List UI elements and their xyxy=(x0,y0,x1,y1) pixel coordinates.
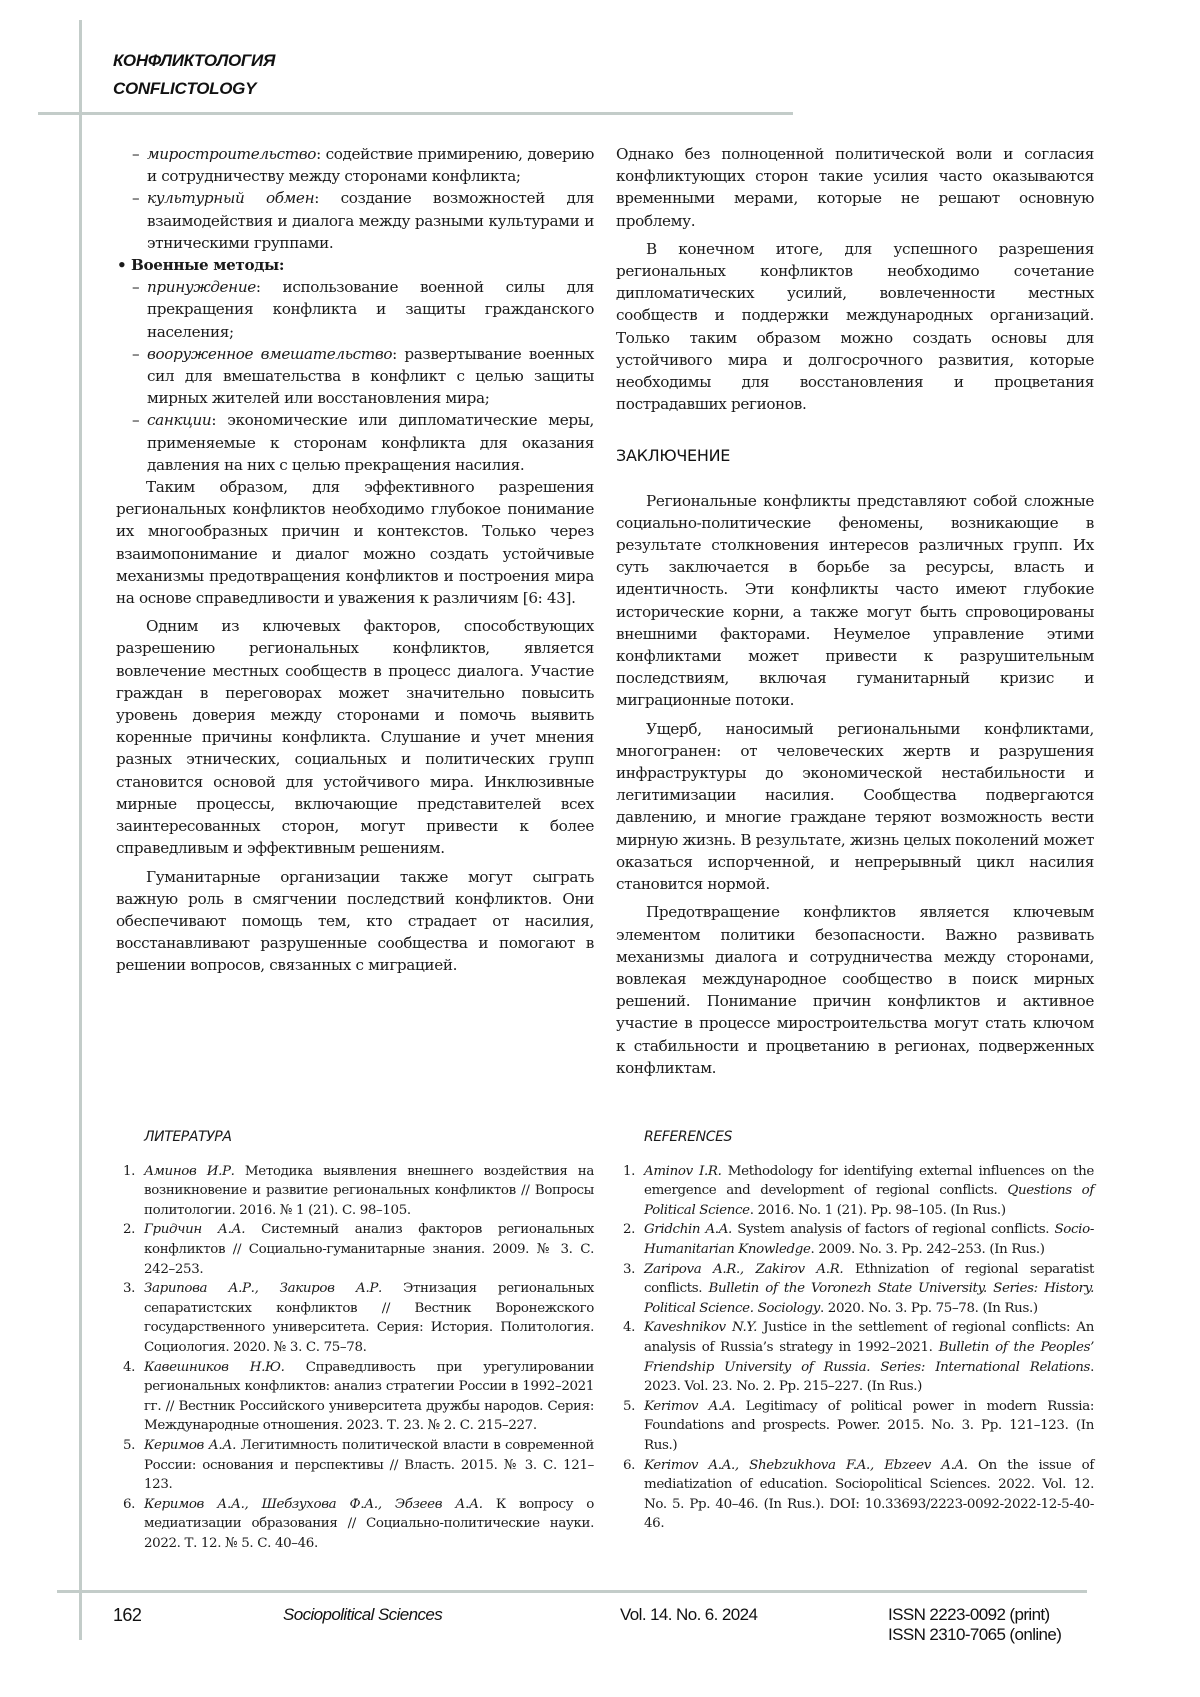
reference-item: 1. Аминов И.Р. Методика выявления внешнего воздействия на возникновение и развитие региональных конфликтов // Вопросы политологии. 2016. № 1 (21). С. 98–105. xyxy=(123,1163,595,1218)
bullet-icon: • xyxy=(117,256,127,275)
reference-authors: Zaripova A.R., Zakirov A.R. xyxy=(644,1261,844,1277)
bullet-heading: • Военные методы: xyxy=(116,254,594,276)
section-title-ru: КОНФЛИКТОЛОГИЯ xyxy=(113,51,276,70)
references-en-title: REFERENCES xyxy=(644,1129,733,1145)
list-term: санкции xyxy=(147,411,212,430)
list-term: вооруженное вмешательство xyxy=(147,344,393,363)
reference-authors: Кавешников Н.Ю. xyxy=(144,1359,285,1375)
footer-rule xyxy=(57,1590,1087,1593)
reference-authors: Kerimov A.A. xyxy=(644,1398,736,1414)
references-ru-title: ЛИТЕРАТУРА xyxy=(144,1129,232,1145)
paragraph: Ущерб, наносимый региональными конфликтами, многогранен: от человеческих жертв и разрушения инфраструктуры до экономической нестабильности и легитимизации насилия. Сообщества подвергаются давлению, и многие граждане теряют возможность вести мирную жизнь. В результате, жизнь целых поколений может оказаться испорченной, и непрерывный цикл насилия становится нормой. xyxy=(616,719,1094,894)
vertical-rule xyxy=(79,20,82,1640)
references-en xyxy=(616,1128,1094,1534)
list-text: : развертывание военных сил для вмешательства в конфликт с целью защиты мирных жителей или восстановления мира; xyxy=(147,344,594,408)
reference-item: 3. Zaripova A.R., Zakirov A.R. Ethnization of regional separatist conflicts. Bulletin of the Voronezh State University. Series: History. Political Science. Sociology. 2020. No. 3. Pp. 75–78. (In Rus.) xyxy=(623,1261,1095,1316)
left-column xyxy=(116,143,594,977)
paragraph: Предотвращение конфликтов является ключевым элементом политики безопасности. Важно развивать механизмы диалога и сотрудничества между сторонами, вовлекая международное сообщество в поиск мирных решений. Понимание причин конфликтов и активное участие в процессе миростроительства могут стать ключом к стабильности и процветанию в регионах, подверженных конфликтам. xyxy=(616,903,1094,1077)
paragraph: Таким образом, для эффективного разрешения региональных конфликтов необходимо глубокое понимание их многообразных причин и контекстов. Только через взаимопонимание и диалог можно создать устойчивые механизмы предотвращения конфликтов и построения мира на основе справедливости и уважения к различиям [6: 43]. xyxy=(116,478,594,608)
right-column xyxy=(616,143,1094,1079)
list-item: – вооруженное вмешательство: развертывание военных сил для вмешательства в конфликт с целью защиты мирных жителей или восстановления мира; xyxy=(132,344,594,408)
page-number: 162 xyxy=(113,1605,142,1625)
running-head xyxy=(113,47,275,103)
references-ru xyxy=(116,1128,594,1553)
reference-item: 4. Kaveshnikov N.Y. Justice in the settlement of regional conflicts: An analysis of Russia’s strategy in 1992–2021. Bulletin of the Peoples’ Friendship University of Russia. Series: International Relations. 2023. Vol. 23. No. 2. Pp. 215–227. (In Rus.) xyxy=(623,1320,1094,1395)
paragraph: В конечном итоге, для успешного разрешения региональных конфликтов необходимо сочетание дипломатических усилий, вовлеченности местных сообществ и поддержки международных организаций. Только таким образом можно создать основы для устойчивого мира и долгосрочного развития, которые необходимы для восстановления и процветания пострадавших регионов. xyxy=(616,239,1094,414)
reference-source: Socio-Humanitarian Knowledge xyxy=(644,1222,1094,1257)
list-item: – принуждение: использование военной силы для прекращения конфликта и защиты гражданского населения; xyxy=(132,278,594,341)
issn-print: ISSN 2223-0092 (print) xyxy=(888,1605,1050,1624)
volume-info: Vol. 14. No. 6. 2024 xyxy=(620,1605,758,1624)
reference-authors: Аминов И.Р. xyxy=(144,1163,235,1179)
reference-authors: Керимов А.А., Шебзухова Ф.А., Эбзеев А.А. xyxy=(144,1496,483,1512)
list-item: – миростроительство: содействие примирению, доверию и сотрудничеству между сторонами конфликта; xyxy=(132,145,594,186)
reference-source: Bulletin of the Peoples’ Friendship University of Russia. Series: International Relations xyxy=(644,1339,1094,1375)
reference-authors: Керимов А.А. xyxy=(144,1437,237,1453)
reference-authors: Gridchin A.A. xyxy=(644,1222,732,1238)
issn-block xyxy=(888,1605,1061,1645)
list-term: культурный обмен xyxy=(147,189,315,208)
reference-source: Bulletin of the Voronezh State University. Series: History. Political Science. Sociology xyxy=(644,1281,1095,1316)
reference-item: 3. Зарипова А.Р., Закиров А.Р. Этнизация региональных сепаратистских конфликтов // Вестник Воронежского государственного университета. Серия: История. Политология. Социология. 2020. № 3. С. 75–78. xyxy=(123,1281,595,1355)
reference-item: 2. Gridchin A.A. System analysis of factors of regional conflicts. Socio-Humanitarian Knowledge. 2009. No. 3. Pp. 242–253. (In Rus.) xyxy=(623,1222,1094,1257)
reference-item: 4. Кавешников Н.Ю. Справедливость при урегулировании региональных конфликтов: анализ стратегии России в 1992–2021 гг. // Вестник Российского университета дружбы народов. Серия: Международные отношения. 2023. Т. 23. № 2. С. 215–227. xyxy=(123,1359,594,1434)
journal-title: Sociopolitical Sciences xyxy=(283,1605,443,1624)
reference-item: 5. Kerimov A.A. Legitimacy of political power in modern Russia: Foundations and prospects. Power. 2015. No. 3. Pp. 121–123. (In Rus.) xyxy=(623,1398,1094,1453)
paragraph: Гуманитарные организации также могут сыграть важную роль в смягчении последствий конфликтов. Они обеспечивают помощь тем, кто страдает от насилия, восстанавливают разрушенные сообщества и помогают в решении вопросов, связанных с миграцией. xyxy=(116,867,594,975)
reference-authors: Kaveshnikov N.Y. xyxy=(644,1320,758,1336)
list-text: : экономические или дипломатические меры, применяемые к сторонам конфликта для оказания давления на них с целью прекращения насилия. xyxy=(147,411,594,474)
list-term: миростроительство xyxy=(147,145,317,163)
list-text: : использование военной силы для прекращения конфликта и защиты гражданского населения; xyxy=(147,278,594,341)
issn-online: ISSN 2310-7065 (online) xyxy=(888,1625,1062,1644)
list-term: принуждение xyxy=(147,278,256,297)
reference-authors: Aminov I.R. xyxy=(644,1163,722,1179)
paragraph: Одним из ключевых факторов, способствующих разрешению региональных конфликтов, является вовлечение местных сообществ в процесс диалога. Участие граждан в переговорах может значительно повысить уровень доверия между сторонами и помочь выявить коренные причины конфликта. Слушание и учет мнения разных этнических, социальных и политических групп становится основой для устойчивого мира. Инклюзивные мирные процессы, включающие представителей всех заинтересованных сторон, могут привести к более справедливым и эффективным решениям. xyxy=(116,617,594,858)
list-item: – санкции: экономические или дипломатические меры, применяемые к сторонам конфликта для оказания давления на них с целью прекращения насилия. xyxy=(132,411,594,474)
conclusion-heading: ЗАКЛЮЧЕНИЕ xyxy=(616,446,731,466)
reference-item: 5. Керимов А.А. Легитимность политической власти в современной России: основания и перспективы // Власть. 2015. № 3. С. 121–123. xyxy=(123,1437,594,1493)
header-rule xyxy=(38,112,793,115)
reference-item: 6. Керимов А.А., Шебзухова Ф.А., Эбзеев А.А. К вопросу о медиатизации образования // Социально-политические науки. 2022. Т. 12. № 5. С. 40–46. xyxy=(123,1496,594,1551)
list-text: : содействие примирению, доверию и сотрудничеству между сторонами конфликта; xyxy=(147,145,594,186)
reference-item: 2. Гридчин А.А. Системный анализ факторов региональных конфликтов // Социально-гуманитарные знания. 2009. № 3. С. 242–253. xyxy=(123,1222,594,1277)
list-item: – культурный обмен: создание возможностей для взаимодействия и диалога между разными культурами и этническими группами. xyxy=(132,189,594,252)
reference-authors: Kerimov A.A., Shebzukhova F.A., Ebzeev A.A. xyxy=(644,1457,968,1473)
paragraph: Региональные конфликты представляют собой сложные социально-политические феномены, возникающие в результате столкновения интересов различных групп. Их суть заключается в борьбе за ресурсы, власть и идентичность. Эти конфликты часто имеют глубокие исторические корни, а также могут быть спровоцированы внешними факторами. Неумелое управление этими конфликтами может привести к разрушительным последствиям, включая гуманитарный кризис и миграционные потоки. xyxy=(616,491,1094,710)
reference-source: Questions of Political Science xyxy=(644,1183,1094,1218)
list-text: : создание возможностей для взаимодействия и диалога между разными культурами и этническими группами. xyxy=(147,189,594,252)
reference-item: 1. Aminov I.R. Methodology for identifying external influences on the emergence and development of regional conflicts. Questions of Political Science. 2016. No. 1 (21). Pp. 98–105. (In Rus.) xyxy=(623,1163,1094,1218)
reference-item: 6. Kerimov A.A., Shebzukhova F.A., Ebzeev A.A. On the issue of mediatization of education. Sociopolitical Sciences. 2022. Vol. 12. No. 5. Pp. 40–46. (In Rus.). DOI: 10.33693/2223-0092-2022-12-5-40-46. xyxy=(623,1457,1094,1532)
paragraph: Однако без полноценной политической воли и согласия конфликтующих сторон такие усилия часто оказываются временными мерами, которые не решают основную проблему. xyxy=(616,145,1094,230)
reference-authors: Гридчин А.А. xyxy=(144,1222,246,1238)
reference-authors: Зарипова А.Р., Закиров А.Р. xyxy=(144,1281,382,1297)
section-title-en: CONFLICTOLOGY xyxy=(113,79,257,98)
